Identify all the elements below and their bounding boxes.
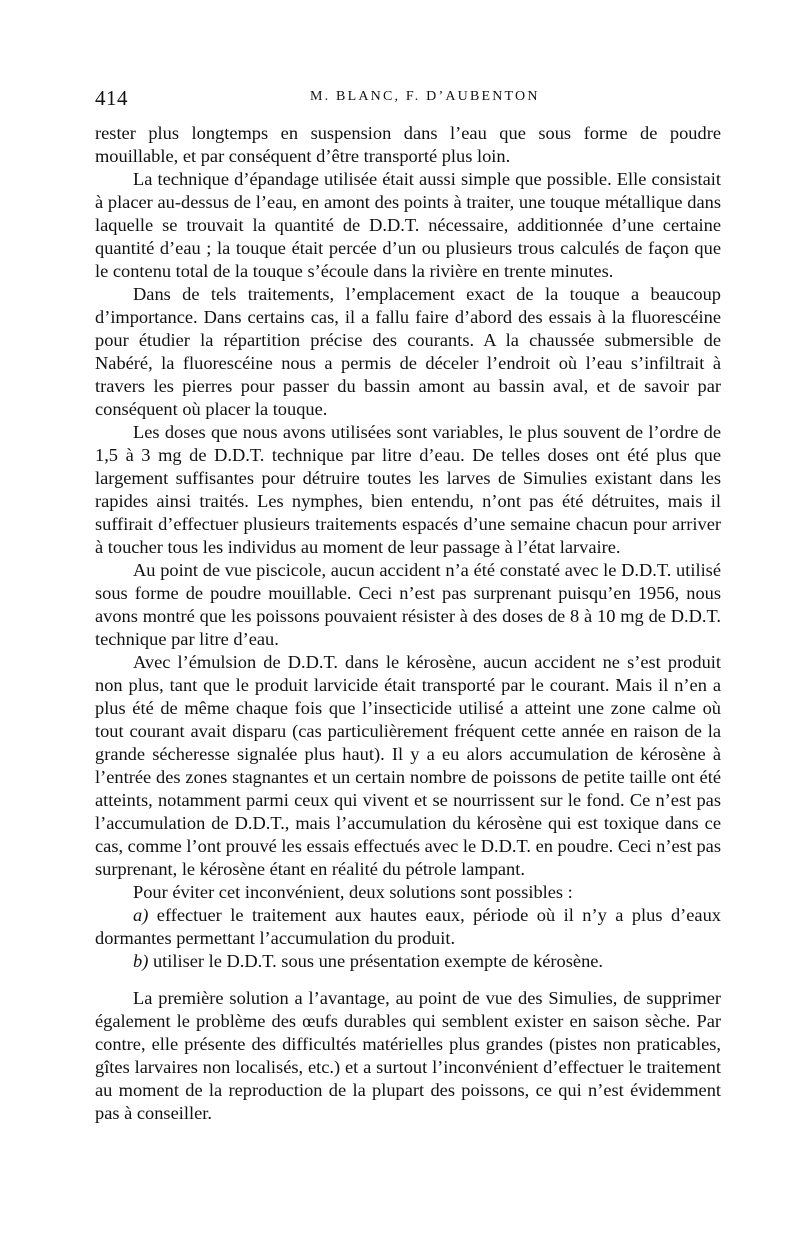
list-item-a-text: effectuer le traitement aux hautes eaux, période où il n’y a plus d’eaux dormantes permettant l’accumulation du produit. xyxy=(95,905,721,948)
page-header xyxy=(95,86,710,110)
paragraph-piscicole: Au point de vue piscicole, aucun accident n’a été constaté avec le D.D.T. utilisé sous forme de poudre mouillable. Ceci n’est pas surprenant puisqu’en 1956, nous avons montré que les poissons pouvaient résister à des doses de 8 à 10 mg de D.D.T. technique par litre d’eau. xyxy=(95,560,721,649)
body-text xyxy=(95,122,721,1125)
paragraph-technique: La technique d’épandage utilisée était aussi simple que possible. Elle consistait à placer au-dessus de l’eau, en amont des points à traiter, une touque métallique dans laquelle se trouvait la quantité de D.D.T. nécessaire, additionnée d’une certaine quantité d’eau ; la touque était percée d’un ou plusieurs trous calculés de façon que le contenu total de la touque s’écoule dans la rivière en trente minutes. xyxy=(95,169,721,281)
list-item-b-text: utiliser le D.D.T. sous une présentation exempte de kérosène. xyxy=(152,951,604,971)
paragraph-emulsion: Avec l’émulsion de D.D.T. dans le kérosène, aucun accident ne s’est produit non plus, tant que le produit larvicide était transporté par le courant. Mais il n’en a plus été de même chaque fois que l’insecticide utilisé a atteint une zone calme où tout courant avait disparu (cas particulièrement fréquent cette année en raison de la grande sécheresse signalée plus haut). Il y a eu alors accumulation de kérosène à l’entrée des zones stagnantes et un certain nombre de poissons de petite taille ont été atteints, notamment parmi ceux qui vivent et se nourrissent sur le fond. Ce n’est pas l’accumulation de D.D.T., mais l’accumulation du kérosène qui est toxique dans ce cas, comme l’ont prouvé les essais effectués avec le D.D.T. en poudre. Ceci n’est pas surprenant, le kérosène étant en réalité du pétrole lampant. xyxy=(95,652,721,879)
list-item-b-label: b) xyxy=(133,951,149,971)
running-title: M. BLANC, F. D’AUBENTON xyxy=(310,89,540,104)
list-item-a-label: a) xyxy=(133,905,149,925)
paragraph-continuation: rester plus longtemps en suspension dans l’eau que sous forme de poudre mouillable, et par conséquent d’être transporté plus loin. xyxy=(95,123,721,166)
paragraph-emplacement: Dans de tels traitements, l’emplacement exact de la touque a beaucoup d’importance. Dans certains cas, il a fallu faire d’abord des essais à la fluorescéine pour étudier la répartition précise des courants. A la chaussée submersible de Nabéré, la fluorescéine nous a permis de déceler l’endroit où l’eau s’infiltrait à travers les pierres pour passer du bassin amont au bassin aval, et de savoir par conséquent où placer la touque. xyxy=(95,284,721,419)
paragraph-premiere-solution: La première solution a l’avantage, au point de vue des Simulies, de supprimer également le problème des œufs durables qui semblent exister en saison sèche. Par contre, elle présente des difficultés matérielles plus grandes (pistes non praticables, gîtes larvaires non localisés, etc.) et a surtout l’inconvénient d’effectuer le traitement au moment de la reproduction de la plupart des poissons, ce qui n’est évidemment pas à conseiller. xyxy=(95,988,721,1123)
list-item-a xyxy=(95,904,721,950)
paragraph-solutions-intro: Pour éviter cet inconvénient, deux solutions sont possibles : xyxy=(133,882,573,902)
page-number: 414 xyxy=(95,86,128,110)
list-item-b xyxy=(95,950,721,973)
paragraph-doses: Les doses que nous avons utilisées sont variables, le plus souvent de l’ordre de 1,5 à 3 mg de D.D.T. technique par litre d’eau. De telles doses ont été plus que largement suffisantes pour détruire toutes les larves de Simulies existant dans les rapides ainsi traités. Les nymphes, bien entendu, n’ont pas été détruites, mais il suffirait d’effectuer plusieurs traitements espacés d’une semaine chacun pour arriver à toucher tous les individus au moment de leur passage à l’état larvaire. xyxy=(95,422,721,557)
